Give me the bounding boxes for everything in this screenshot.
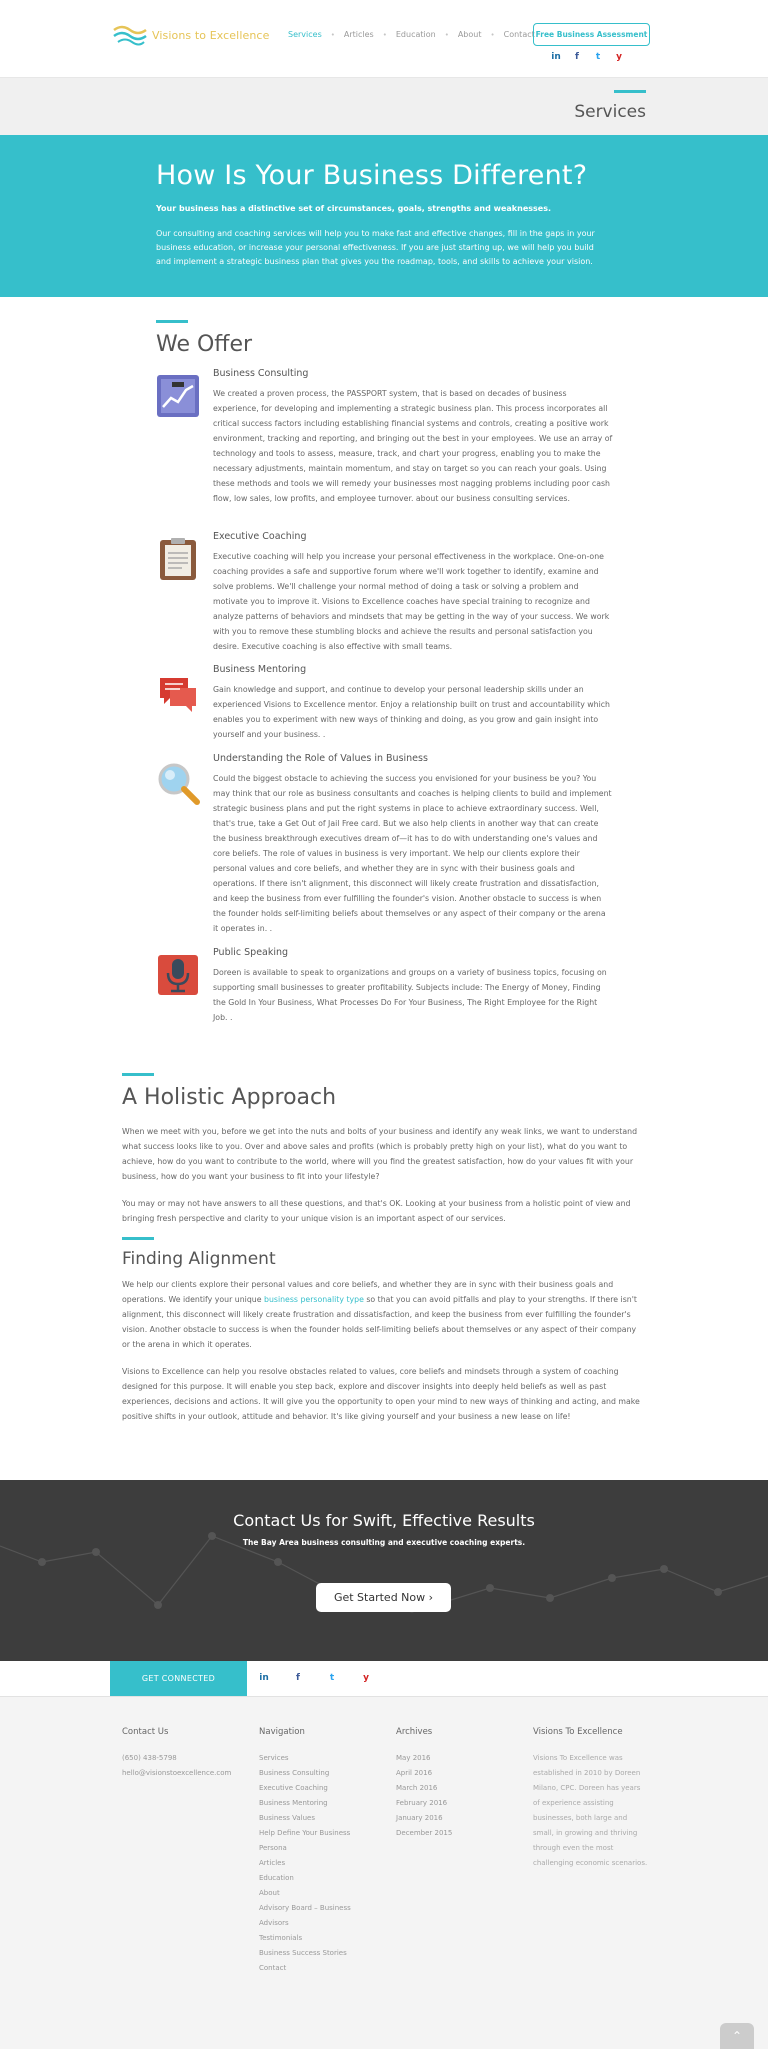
offer-item-text: Doreen is available to speak to organizations and groups on a variety of business topics, focusing on supporting small businesses to greater profitability. Subjects include: The Energy of Money, Finding the Gold In Your Business, What Processes Do For Your Business, The Right Employee for the Right Job. . xyxy=(213,968,607,1022)
footer-nav-link[interactable]: Services xyxy=(259,1754,289,1762)
holistic-paragraph-1: When we meet with you, before we get into the nuts and bolts of your business and identify any weak links, we want to understand what success looks like to you. Over and above sales and profits (which is probably pretty high on your list), what do you want to achieve, how do you want to contribute to the world, where will you find the greatest satisfaction, how do your values fit with your business, how do you want your business to fit into your lifestyle? xyxy=(122,1127,638,1181)
title-accent xyxy=(614,90,646,93)
footer-nav-link[interactable]: Executive Coaching xyxy=(259,1784,328,1792)
chat-bubbles-icon xyxy=(156,672,200,716)
hero-section xyxy=(0,135,768,297)
footer-nav-link[interactable]: Business Consulting xyxy=(259,1769,330,1777)
hero-lead: Your business has a distinctive set of circumstances, goals, strengths and weaknesses. xyxy=(156,204,551,213)
footer-social xyxy=(258,1673,372,1683)
linkedin-icon[interactable]: in xyxy=(551,52,561,62)
offer-item-text: Gain knowledge and support, and continue to develop your personal leadership skills under an experienced Visions to Excellence mentor. Enjoy a relationship built on trust and accountability which enables you to experiment with new ways of thinking and doing, as you grow and gain insight into yourself and your business. . xyxy=(213,685,610,739)
holistic-accent xyxy=(122,1073,154,1076)
footer-about-title: Visions To Excellence xyxy=(533,1727,623,1737)
twitter-icon[interactable]: t xyxy=(595,52,601,62)
twitter-icon[interactable]: t xyxy=(329,1673,335,1683)
alignment-paragraph-1: We help our clients explore their personal values and core beliefs, and whether they are in sync with their business goals and operations. We identify your unique business personality type so that you can avoid pitfalls and play to your strengths. If there isn't alignment, this disconnect will likely create frustration and dissatisfaction, and keep the business from ever fulfilling the founder's vision. Another obstacle to success is when the founder holds self-limiting beliefs about themselves or any aspect of their company or the arena in which it operates. xyxy=(122,1280,637,1349)
archive-link[interactable]: May 2016 xyxy=(396,1754,431,1762)
footer-navigation xyxy=(259,1727,351,1976)
footer-nav-link[interactable]: Persona xyxy=(259,1844,287,1852)
footer-nav-link[interactable]: Advisors xyxy=(259,1919,289,1927)
archive-link[interactable]: January 2016 xyxy=(396,1814,443,1822)
offer-business-consulting xyxy=(156,368,616,518)
offer-item-text: Could the biggest obstacle to achieving the success you envisioned for your business be you? You may think that our role as business consultants and coaches is helping clients to build and implement strategic business plans and put the right systems in place to achieve extraordinary success. Well, that's true, take a Get Out of Jail Free card. But we also help clients in another way that can create the business breakthrough executives dream of—it has to do with understanding one's values and core beliefs. The role of values in business is very important. We help our clients explore their personal values and core beliefs, and whether they are in sync with their business goals and operations. If there isn't alignment, this disconnect will likely create frustration and dissatisfaction, and keep the business from ever fulfilling the founder's vision. Another obstacle to success is when the founder holds self-limiting beliefs about themselves or any aspect of their company or the arena it operates in. . xyxy=(213,774,612,933)
offer-executive-coaching xyxy=(156,531,616,661)
microphone-icon xyxy=(156,953,200,997)
site-header xyxy=(0,0,768,78)
footer-nav-link[interactable]: Testimonials xyxy=(259,1934,303,1942)
hero-body: Our consulting and coaching services will help you to make fast and effective changes, fill in the gaps in your business education, or increase your personal effectiveness. If you are just starting up, we will help you build and implement a strategic business plan that gives you the roadmap, tools, and skills to achieve your vision. xyxy=(156,229,595,266)
nav-about[interactable]: About xyxy=(457,30,482,39)
offer-item-title: Business Consulting xyxy=(213,368,309,379)
footer-navigation-title: Navigation xyxy=(259,1727,305,1737)
logo[interactable] xyxy=(112,20,269,50)
footer-nav-link[interactable]: About xyxy=(259,1889,280,1897)
footer-nav-link[interactable]: Advisory Board – Business xyxy=(259,1904,351,1912)
footer-nav-link[interactable]: Business Values xyxy=(259,1814,315,1822)
footer-contact xyxy=(122,1727,231,1781)
offer-values-in-business xyxy=(156,753,616,933)
magnifier-icon xyxy=(156,761,200,805)
offer-item-title: Executive Coaching xyxy=(213,531,307,542)
yelp-icon[interactable]: y xyxy=(363,1673,369,1683)
footer-archives-title: Archives xyxy=(396,1727,433,1737)
facebook-icon[interactable]: f xyxy=(575,52,579,62)
alignment-accent xyxy=(122,1237,154,1240)
footer-phone[interactable]: (650) 438-5798 xyxy=(122,1754,177,1762)
footer-nav-link[interactable]: Help Define Your Business xyxy=(259,1829,351,1837)
chart-icon xyxy=(156,374,200,418)
footer-email[interactable]: hello@visionstoexcellence.com xyxy=(122,1769,232,1777)
chevron-up-icon: ⌃ xyxy=(731,2029,743,2043)
offer-item-title: Public Speaking xyxy=(213,947,289,958)
footer-nav-link[interactable]: Business Mentoring xyxy=(259,1799,328,1807)
business-personality-link[interactable]: business personality type xyxy=(264,1295,364,1304)
footer-about-text: Visions To Excellence was established in 2010 by Doreen Milano, CPC. Doreen has years of experience assisting businesses, both large and small, in growing and thriving through even the most challenging economic scenarios. xyxy=(533,1754,648,1867)
logo-text: Visions to Excellence xyxy=(152,28,270,42)
yelp-icon[interactable]: y xyxy=(616,52,622,62)
offer-public-speaking xyxy=(156,947,616,1027)
get-started-button[interactable]: Get Started Now › xyxy=(316,1583,451,1612)
network-pattern-icon xyxy=(0,1480,768,1661)
contact-band xyxy=(0,1480,768,1661)
header-social xyxy=(551,52,624,62)
facebook-icon[interactable]: f xyxy=(296,1673,300,1683)
hero-heading: How Is Your Business Different? xyxy=(156,160,588,191)
contact-band-title: Contact Us for Swift, Effective Results xyxy=(233,1511,535,1530)
page-title: Services xyxy=(574,102,646,122)
holistic-title: A Holistic Approach xyxy=(122,1085,337,1110)
footer-contact-title: Contact Us xyxy=(122,1727,169,1737)
clipboard-icon xyxy=(156,537,200,581)
offer-item-text: We created a proven process, the PASSPORT system, that is based on decades of business experience, for developing and implementing a strategic business plan. This process incorporates all critical success factors including establishing financial systems and controls, creating a positive work environment, tracking and reporting, and bringing out the best in your employees. We use an array of technology and tools to assess, measure, track, and chart your progress, enabling you to make the necessary adjustments, maintain momentum, and stay on target so you can reach your goals. Using these methods and tools we will remedy your businesses most nagging problems including poor cash flow, low sales, low profits, and employee turnover. about our business consulting services. xyxy=(213,389,613,503)
footer-nav-link[interactable]: Articles xyxy=(259,1859,286,1867)
logo-waves-icon xyxy=(112,20,148,50)
archive-link[interactable]: April 2016 xyxy=(396,1769,433,1777)
site-footer xyxy=(0,1696,768,2049)
offer-business-mentoring xyxy=(156,664,616,744)
nav-contact[interactable]: Contact xyxy=(503,30,535,39)
archive-link[interactable]: February 2016 xyxy=(396,1799,448,1807)
nav-articles[interactable]: Articles xyxy=(343,30,374,39)
footer-nav-link[interactable]: Business Success Stories xyxy=(259,1949,347,1957)
archive-link[interactable]: December 2015 xyxy=(396,1829,453,1837)
footer-nav-link[interactable]: Contact xyxy=(259,1964,287,1972)
main-nav: Services • Articles • Education • About • Contact xyxy=(288,30,535,39)
offer-item-title: Business Mentoring xyxy=(213,664,307,675)
free-assessment-button[interactable]: Free Business Assessment xyxy=(533,23,650,46)
holistic-paragraph-2: You may or may not have answers to all these questions, and that's OK. Looking at your business from a holistic point of view and bringing fresh perspective and clarity to your unique vision is an important aspect of our services. xyxy=(122,1199,631,1223)
get-connected-label: GET CONNECTED xyxy=(110,1661,247,1696)
page-title-band xyxy=(0,78,768,135)
offer-accent xyxy=(156,320,188,323)
nav-services[interactable]: Services xyxy=(288,30,322,39)
alignment-paragraph-2: Visions to Excellence can help you resolve obstacles related to values, core beliefs and mindsets through a system of coaching designed for this purpose. It will enable you step back, explore and discover insights into deeply held beliefs as well as past experiences, decisions and actions. It will give you the opportunity to open your mind to new ways of thinking and acting, and make positive shifts in your outlook, attitude and behavior. It's like giving yourself and your business a new lease on life! xyxy=(122,1367,640,1421)
offer-item-title: Understanding the Role of Values in Business xyxy=(213,753,428,764)
contact-band-subtitle: The Bay Area business consulting and executive coaching experts. xyxy=(242,1538,526,1547)
archive-link[interactable]: March 2016 xyxy=(396,1784,438,1792)
get-connected-bar xyxy=(0,1661,768,1696)
offer-item-text: Executive coaching will help you increase your personal effectiveness in the workplace. One-on-one coaching provides a safe and supportive forum where we'll work together to identify, examine and solve problems. We'll challenge your normal method of doing a task or solving a problem and motivate you to improve it. Visions to Excellence coaches have special training to recognize and analyze patterns of behaviors and mindsets that may be getting in the way of your success. We work with you to remove these stumbling blocks and achieve the results and personal satisfaction you desire. Executive coaching is also effective with small teams. xyxy=(213,552,610,651)
footer-archives xyxy=(396,1727,452,1841)
footer-about xyxy=(533,1727,648,1871)
alignment-title: Finding Alignment xyxy=(122,1249,276,1269)
linkedin-icon[interactable]: in xyxy=(259,1673,269,1683)
nav-education[interactable]: Education xyxy=(395,30,436,39)
scroll-to-top-button[interactable] xyxy=(720,2023,754,2049)
footer-nav-link[interactable]: Education xyxy=(259,1874,294,1882)
offer-title: We Offer xyxy=(156,332,253,357)
